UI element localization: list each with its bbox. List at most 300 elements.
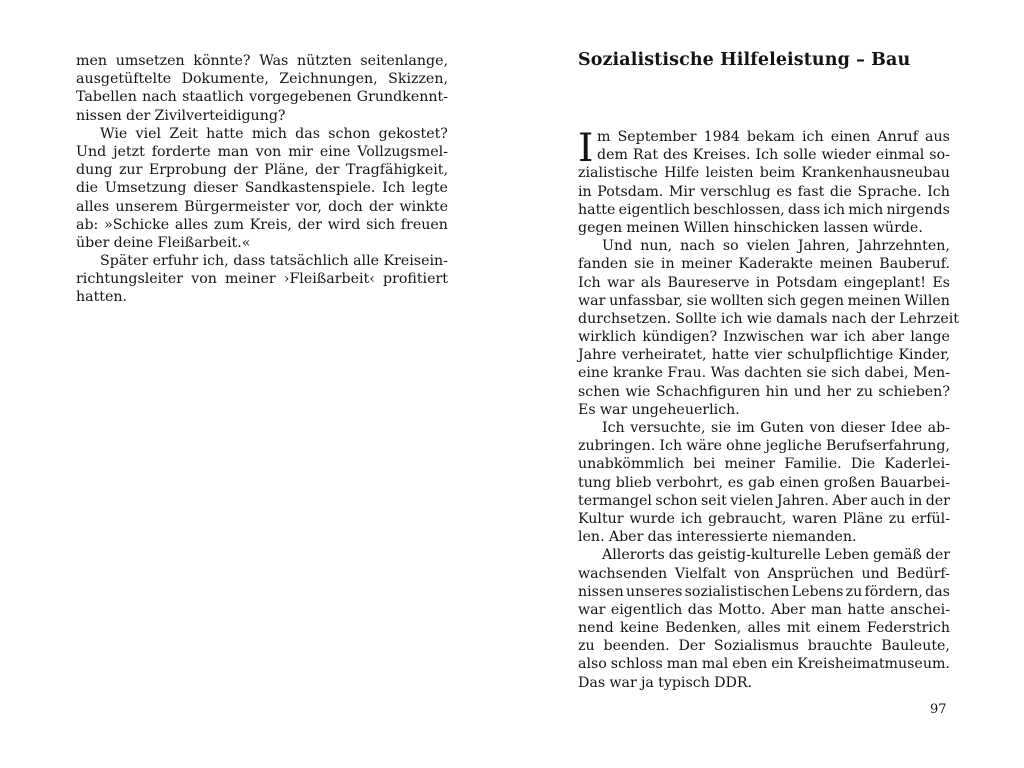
word: einem <box>816 620 861 637</box>
text-line <box>578 474 950 492</box>
word: Hilfe <box>664 165 700 182</box>
word: meiner <box>724 456 776 473</box>
word: mit <box>786 620 811 637</box>
word: Federstrich <box>866 620 950 637</box>
word: eigentlich <box>618 201 691 218</box>
word: Aber <box>832 492 867 509</box>
drop-cap: I <box>578 126 594 171</box>
word: hinschicken <box>733 219 820 236</box>
word: Lehrzeit <box>899 310 959 327</box>
text-line <box>578 455 950 473</box>
text-line <box>578 237 950 255</box>
word: niemanden. <box>772 529 857 546</box>
word: ›Fleißarbeit‹ <box>283 271 375 288</box>
word: nun, <box>640 238 673 255</box>
word: über <box>76 234 110 251</box>
word: tatsächlich <box>269 253 349 270</box>
word: von <box>191 271 217 288</box>
word: Lebens <box>791 583 844 600</box>
word: wollten <box>710 292 764 309</box>
word: Jahren, <box>797 238 850 255</box>
word: viel <box>135 125 162 142</box>
word: Wie <box>100 125 128 142</box>
word: die <box>829 183 852 200</box>
word: Potsdam. <box>597 183 664 200</box>
word: Kaderakte <box>738 256 813 273</box>
word: Frau. <box>667 365 707 382</box>
word: Aber <box>770 601 806 618</box>
word: schulpflichtige <box>787 347 894 364</box>
word: nach <box>831 310 867 327</box>
word: einen <box>830 129 871 145</box>
word: len. <box>578 529 605 546</box>
word: Erprobung <box>148 162 227 179</box>
word: waren <box>792 510 838 527</box>
word: vier <box>754 347 783 364</box>
word: seit <box>700 492 727 509</box>
word: freuen <box>400 216 448 233</box>
word: Bedürf- <box>896 565 950 582</box>
word: ich, <box>202 253 229 270</box>
word: Ich <box>382 180 405 197</box>
word: einen <box>779 474 820 491</box>
word: Es <box>932 274 950 291</box>
word: Kaderlei- <box>884 456 950 473</box>
word: es <box>776 183 792 200</box>
word: ich <box>801 129 824 145</box>
text-line <box>578 346 950 364</box>
word: Rat <box>632 147 659 164</box>
word: sie <box>634 256 655 273</box>
word: Berufserfahrung, <box>826 438 950 455</box>
text-line <box>76 288 448 306</box>
word: Willen <box>683 219 730 236</box>
word: mich <box>848 201 884 218</box>
word: jetzt <box>113 143 145 160</box>
word: mir <box>288 143 313 160</box>
word: Schachfiguren <box>655 383 761 400</box>
word: von <box>255 143 282 160</box>
word: eine <box>319 143 351 160</box>
word: der <box>126 107 151 124</box>
text-line <box>76 143 448 161</box>
word: war <box>810 329 838 346</box>
word: war <box>578 292 606 309</box>
word: Ich <box>927 183 950 200</box>
word: Kreisheimatmuseum. <box>797 656 950 673</box>
word: wie <box>625 383 651 400</box>
word: der <box>925 492 950 509</box>
word: beenden. <box>603 638 670 655</box>
word: der <box>369 198 394 215</box>
word: Ich <box>659 438 683 455</box>
word: versuchte, <box>630 420 706 436</box>
word: das <box>925 583 950 600</box>
word: der <box>870 310 895 327</box>
word: Allerorts <box>602 547 665 564</box>
word: forderte <box>151 143 211 160</box>
text-line <box>76 161 448 179</box>
word: das <box>647 529 673 546</box>
word: erfül- <box>911 510 950 527</box>
word: bekam <box>746 129 795 145</box>
word: hatte <box>847 601 885 618</box>
word: wird <box>327 216 361 233</box>
word: dass <box>788 201 821 218</box>
word: solle <box>783 147 817 164</box>
word: mich <box>251 125 287 142</box>
text-line <box>578 183 950 201</box>
word: Kinder, <box>898 347 950 364</box>
word: dass <box>233 253 266 270</box>
word: war <box>599 401 628 418</box>
word: leisten <box>705 165 754 182</box>
text-line <box>578 164 950 182</box>
word: in <box>908 492 923 509</box>
word: Kultur <box>578 510 624 527</box>
word: vielen <box>746 238 790 255</box>
word: wurde <box>629 510 675 527</box>
word: Kreis, <box>249 216 292 233</box>
word: gebraucht, <box>708 510 787 527</box>
word: Bauarbei- <box>879 474 950 491</box>
word: her <box>826 383 851 400</box>
word: Sprache. <box>857 183 922 200</box>
text-line <box>76 252 448 270</box>
word: unfassbar, <box>609 292 683 309</box>
text-line <box>578 128 950 146</box>
word: Aber <box>608 529 644 546</box>
word: sich <box>831 365 861 382</box>
word: alles <box>174 216 209 233</box>
word: Die <box>850 456 876 473</box>
text-line <box>578 637 950 655</box>
word: ich <box>843 329 866 346</box>
word: Sollte <box>675 310 717 327</box>
word: umsetzen <box>115 53 185 69</box>
word: Und <box>76 143 107 160</box>
word: 1984 <box>703 129 740 145</box>
word: vor, <box>295 198 322 215</box>
word: Kreises. <box>692 147 751 164</box>
text-line <box>578 364 950 382</box>
word: Bedenken, <box>665 620 742 637</box>
word: Ich <box>578 274 601 291</box>
word: nach <box>680 238 715 255</box>
word: lange <box>910 329 950 346</box>
word: aus <box>925 129 950 145</box>
word: Sandkastenspiele. <box>244 180 376 197</box>
word: Grundkennt- <box>356 89 448 106</box>
word: interessierte <box>676 529 769 546</box>
word: Was <box>710 365 740 382</box>
text-line <box>578 274 950 292</box>
word: ich <box>823 201 845 218</box>
word: wieder <box>821 147 871 164</box>
word: deine <box>113 234 154 251</box>
text-line <box>76 70 448 88</box>
word: zum <box>213 216 244 233</box>
word: erfuhr <box>152 253 199 270</box>
word: im <box>736 420 755 436</box>
word: vielen <box>730 492 774 509</box>
word: ich <box>720 310 743 327</box>
word: des <box>663 147 688 164</box>
word: Es <box>578 401 596 418</box>
word: Vollzugsmel- <box>357 143 448 160</box>
text-line <box>578 601 950 619</box>
word: ein <box>771 656 794 673</box>
text-line <box>76 216 448 234</box>
word: hatte <box>711 347 750 364</box>
word: meinen <box>847 292 901 309</box>
text-line <box>578 292 950 310</box>
word: mal <box>701 656 729 673</box>
word: doch <box>328 198 363 215</box>
word: zu <box>856 383 873 400</box>
word: schon <box>328 125 371 142</box>
word: man <box>810 601 842 618</box>
word: profitiert <box>382 271 448 288</box>
text-line <box>578 492 950 510</box>
word: gemäß <box>872 547 922 564</box>
word: Pläne, <box>264 162 309 179</box>
word: Fleißarbeit.« <box>157 234 251 251</box>
word: meiner <box>224 271 276 288</box>
word: der <box>297 216 322 233</box>
word: Sozialismus <box>713 638 799 655</box>
word: verbohrt, <box>656 474 724 491</box>
word: zu <box>578 638 595 655</box>
word: seitenlange, <box>360 53 448 69</box>
word: zialistische <box>578 165 658 182</box>
text-line <box>578 655 950 673</box>
word: winkte <box>399 198 448 215</box>
word: dabei, <box>864 365 909 382</box>
word: von <box>734 565 760 582</box>
word: hatte <box>578 201 616 218</box>
word: schieben? <box>878 383 950 400</box>
word: wäre <box>686 438 723 455</box>
page-number: 97 <box>930 702 947 717</box>
word: die <box>76 180 99 197</box>
word: anschei- <box>890 601 950 618</box>
word: und <box>861 565 889 582</box>
text-line <box>76 125 448 143</box>
word: Jahren. <box>776 492 829 509</box>
word: großen <box>823 474 876 491</box>
text-line <box>76 234 448 252</box>
word: meinen <box>626 219 680 236</box>
word: Später <box>100 253 149 270</box>
text-line <box>578 565 950 583</box>
word: Ansprüchen <box>767 565 854 582</box>
word: Guten <box>760 420 804 436</box>
word: meiner <box>681 256 732 273</box>
text-line <box>76 88 448 106</box>
word: Ich <box>602 420 625 436</box>
word: sich <box>366 216 395 233</box>
word: Pläne <box>842 510 883 527</box>
word: schon <box>655 492 698 509</box>
word: Potsdam <box>775 274 838 291</box>
text-line <box>578 437 950 455</box>
word: von <box>809 420 836 436</box>
word: kranke <box>612 365 663 382</box>
word: hatten. <box>76 289 128 306</box>
word: typisch <box>658 674 710 691</box>
text-line <box>578 583 950 601</box>
word: nend <box>578 620 614 637</box>
word: würde. <box>872 219 923 236</box>
word: durchsetzen. <box>578 310 671 327</box>
word: es <box>727 474 744 491</box>
word: brauchte <box>807 638 873 655</box>
word: in <box>660 256 675 273</box>
word: lassen <box>823 219 869 236</box>
word: ich <box>680 510 703 527</box>
word: Zivilverteidigung? <box>154 107 286 124</box>
word: nützten <box>297 53 352 69</box>
word: Jahre <box>578 347 617 364</box>
word: in <box>578 183 592 200</box>
word: dachten <box>744 365 802 382</box>
word: geistig-kulturelle <box>697 547 821 564</box>
word: beim <box>759 165 796 182</box>
word: man <box>666 656 698 673</box>
word: sich <box>767 292 797 309</box>
word: DDR. <box>714 674 753 691</box>
word: Zeichnungen, <box>279 71 378 88</box>
word: fast <box>797 183 825 200</box>
word: einmal <box>875 147 925 164</box>
word: sozialistischen <box>684 583 790 600</box>
text-line <box>578 619 950 637</box>
word: sie <box>806 365 827 382</box>
word: schloss <box>610 656 663 673</box>
word: tung <box>578 474 612 491</box>
text-line <box>578 401 950 419</box>
word: Ich <box>755 147 779 164</box>
word: bei <box>693 456 716 473</box>
word: Leben <box>824 547 870 564</box>
word: richtungsleiter <box>76 271 184 288</box>
text-line <box>76 179 448 197</box>
word: sie <box>711 420 732 436</box>
word: legte <box>411 180 448 197</box>
word: Baureserve <box>667 274 750 291</box>
word: beschlossen, <box>693 201 785 218</box>
word: ab: <box>76 216 99 233</box>
word: gekostet? <box>378 125 448 142</box>
word: so- <box>929 147 950 164</box>
word: eine <box>578 365 609 382</box>
word: unseres <box>626 583 683 600</box>
word: verschlug <box>700 183 771 200</box>
word: Willen <box>904 292 950 309</box>
word: man <box>217 143 249 160</box>
text-line <box>76 52 448 70</box>
word: fördern, <box>864 583 923 600</box>
word: ohne <box>726 438 762 455</box>
word: Tabellen <box>76 89 137 106</box>
word: dem <box>597 147 628 164</box>
text-line <box>578 328 950 346</box>
left-page-text <box>76 52 448 307</box>
word: und <box>793 383 822 400</box>
word: eingeplant! <box>843 274 926 291</box>
text-line <box>578 146 950 164</box>
word: Motto. <box>718 601 766 618</box>
word: Bauberuf. <box>879 256 950 273</box>
word: Das <box>578 674 606 691</box>
word: der <box>925 547 950 564</box>
word: wirklich <box>578 329 637 346</box>
word: Anruf <box>877 129 918 145</box>
word: Der <box>678 638 706 655</box>
word: blieb <box>615 474 652 491</box>
word: ja <box>641 674 654 691</box>
word: eben <box>732 656 768 673</box>
word: ab- <box>927 420 950 436</box>
word: Und <box>602 238 633 255</box>
word: eigentlich <box>610 601 683 618</box>
text-line <box>578 674 950 692</box>
word: nissen <box>76 107 122 124</box>
word: Idee <box>890 420 923 436</box>
word: hin <box>765 383 789 400</box>
word: Kreisein- <box>383 253 448 270</box>
word: wie <box>746 310 772 327</box>
word: Was <box>259 53 289 69</box>
word: men <box>76 53 107 69</box>
word: ungeheuerlich. <box>631 401 740 418</box>
word: zu <box>845 583 863 600</box>
word: Familie. <box>784 456 842 473</box>
word: dung <box>76 162 113 179</box>
word: nach <box>142 89 177 106</box>
text-line <box>578 419 950 437</box>
text-line <box>76 270 448 288</box>
word: unserem <box>115 198 179 215</box>
text-line <box>578 510 950 528</box>
word: Zeit <box>169 125 198 142</box>
word: war <box>578 601 606 618</box>
word: dieser <box>840 420 886 436</box>
word: meinen <box>819 256 873 273</box>
word: der <box>315 162 340 179</box>
word: zubringen. <box>578 438 656 455</box>
word: ausgetüftelte <box>76 71 172 88</box>
word: Jahrzehnten, <box>857 238 950 255</box>
word: Inzwischen <box>723 329 805 346</box>
word: Mir <box>668 183 695 200</box>
word: Bauleute, <box>881 638 950 655</box>
text-line <box>578 383 950 401</box>
word: aber <box>871 329 905 346</box>
word: Tragfähigkeit, <box>345 162 448 179</box>
word: das <box>295 125 320 142</box>
word: alle <box>353 253 380 270</box>
text-line <box>578 310 959 328</box>
word: zur <box>118 162 143 179</box>
word: war <box>609 674 637 691</box>
word: auch <box>870 492 906 509</box>
word: unabkömmlich <box>578 456 685 473</box>
word: war <box>607 274 635 291</box>
word: staatlich <box>182 89 244 106</box>
word: in <box>755 274 770 291</box>
